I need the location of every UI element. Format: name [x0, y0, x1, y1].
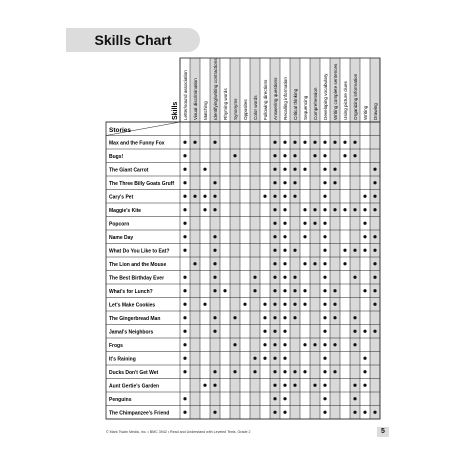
skill-dot: [283, 289, 286, 292]
skill-dot: [333, 168, 336, 171]
skill-dot: [283, 357, 286, 360]
skill-dot: [283, 397, 286, 400]
skill-dot: [353, 411, 356, 414]
skill-dot: [283, 235, 286, 238]
skill-dot: [363, 249, 366, 252]
skill-dot: [183, 222, 186, 225]
skill-header-8: Following directions: [262, 79, 268, 120]
story-name: The Best Birthday Ever: [109, 275, 165, 282]
skill-dot: [323, 397, 326, 400]
skill-dot: [323, 370, 326, 373]
skill-dot: [373, 195, 376, 198]
skill-dot: [283, 249, 286, 252]
skill-dot: [183, 330, 186, 333]
story-name: Name Day: [109, 234, 134, 241]
skill-dot: [263, 195, 266, 198]
skill-dot: [333, 208, 336, 211]
skill-dot: [323, 289, 326, 292]
skill-dot: [233, 154, 236, 157]
skill-dot: [333, 141, 336, 144]
page-number: 5: [377, 427, 389, 437]
skill-dot: [183, 357, 186, 360]
skill-header-6: Opposites: [242, 99, 248, 120]
skill-dot: [203, 384, 206, 387]
skill-dot: [223, 289, 226, 292]
skill-dot: [203, 168, 206, 171]
skill-dot: [273, 168, 276, 171]
skill-dot: [293, 181, 296, 184]
skill-dot: [273, 276, 276, 279]
skill-header-11: Critical thinking: [292, 88, 298, 120]
skill-dot: [283, 370, 286, 373]
skill-dot: [273, 303, 276, 306]
skill-dot: [293, 154, 296, 157]
skill-dot: [363, 195, 366, 198]
story-name: The Chimpanzee's Friend: [109, 410, 170, 417]
skill-dot: [283, 343, 286, 346]
skill-dot: [283, 141, 286, 144]
story-name: What's for Lunch?: [109, 288, 153, 295]
skill-dot: [363, 330, 366, 333]
skill-dot: [293, 141, 296, 144]
skill-dot: [283, 181, 286, 184]
skill-header-3: Identifying/writing contractions: [212, 58, 218, 120]
skill-dot: [273, 330, 276, 333]
skill-dot: [253, 370, 256, 373]
skill-dot: [203, 303, 206, 306]
skill-dot: [373, 235, 376, 238]
skill-dot: [273, 262, 276, 265]
skill-dot: [293, 249, 296, 252]
story-name: The Gingerbread Man: [109, 315, 161, 322]
skill-dot: [313, 222, 316, 225]
skill-dot: [363, 235, 366, 238]
skill-dot: [183, 370, 186, 373]
skill-dot: [323, 168, 326, 171]
skill-dot: [303, 235, 306, 238]
skill-dot: [303, 262, 306, 265]
skill-dot: [273, 208, 276, 211]
skill-dot: [343, 249, 346, 252]
skill-dot: [313, 343, 316, 346]
skill-header-14: Developing vocabulary: [322, 73, 328, 120]
skill-dot: [363, 384, 366, 387]
skill-dot: [323, 141, 326, 144]
skill-dot: [353, 330, 356, 333]
skill-dot: [373, 168, 376, 171]
skill-dot: [253, 276, 256, 279]
skill-dot: [373, 303, 376, 306]
skill-header-0: Letter/sound association: [182, 70, 188, 120]
skill-dot: [203, 208, 206, 211]
skill-dot: [353, 208, 356, 211]
skill-dot: [293, 316, 296, 319]
skill-dot: [283, 195, 286, 198]
skill-dot: [183, 397, 186, 400]
skill-dot: [183, 181, 186, 184]
skill-dot: [183, 235, 186, 238]
skill-dot: [373, 276, 376, 279]
skill-dot: [323, 411, 326, 414]
skill-dot: [353, 384, 356, 387]
skill-header-17: Organizing information: [352, 73, 358, 120]
skill-dot: [283, 222, 286, 225]
skill-dot: [243, 303, 246, 306]
skill-dot: [373, 249, 376, 252]
skill-dot: [273, 195, 276, 198]
skill-dot: [323, 316, 326, 319]
skill-dot: [273, 397, 276, 400]
story-name: What Do You Like to Eat?: [109, 248, 170, 255]
skill-dot: [373, 208, 376, 211]
skill-dot: [213, 316, 216, 319]
skill-dot: [273, 249, 276, 252]
footer-text: © Mark Twain Media, Inc. • BMC 3942 • Read and Understand with Leveled Texts, Grade 2: [106, 430, 251, 434]
story-name: Jamal's Neighbors: [109, 329, 154, 336]
skill-dot: [183, 208, 186, 211]
story-name: Let's Make Cookies: [109, 302, 156, 309]
skill-dot: [323, 181, 326, 184]
skill-dot: [283, 384, 286, 387]
skill-dot: [323, 208, 326, 211]
skill-dot: [233, 343, 236, 346]
skill-dot: [183, 195, 186, 198]
story-name: Maggie's Kite: [109, 207, 142, 214]
skill-dot: [303, 141, 306, 144]
skill-header-1: Visual discrimination: [192, 78, 198, 120]
skill-dot: [323, 195, 326, 198]
skill-dot: [333, 370, 336, 373]
skill-dot: [263, 343, 266, 346]
skill-dot: [213, 235, 216, 238]
skill-dot: [293, 384, 296, 387]
skill-dot: [363, 208, 366, 211]
skill-dot: [213, 208, 216, 211]
skill-dot: [313, 384, 316, 387]
skill-dot: [323, 303, 326, 306]
skill-dot: [343, 208, 346, 211]
skill-dot: [183, 316, 186, 319]
skill-dot: [363, 357, 366, 360]
skill-dot: [333, 303, 336, 306]
skill-dot: [273, 154, 276, 157]
skill-dot: [333, 316, 336, 319]
skill-dot: [293, 289, 296, 292]
skill-dot: [283, 330, 286, 333]
skill-dot: [333, 181, 336, 184]
skill-dot: [303, 370, 306, 373]
skill-dot: [273, 316, 276, 319]
skill-dot: [283, 276, 286, 279]
skill-dot: [293, 370, 296, 373]
skill-dot: [213, 411, 216, 414]
skill-dot: [183, 154, 186, 157]
skill-dot: [273, 222, 276, 225]
story-name: Bugs!: [109, 153, 124, 160]
skill-dot: [303, 208, 306, 211]
story-name: The Lion and the Mouse: [109, 261, 167, 268]
skill-dot: [193, 141, 196, 144]
skill-dot: [213, 276, 216, 279]
story-name: Max and the Funny Fox: [109, 140, 165, 147]
skill-dot: [263, 316, 266, 319]
skill-dot: [263, 357, 266, 360]
skill-dot: [353, 397, 356, 400]
skill-dot: [303, 168, 306, 171]
skill-dot: [263, 303, 266, 306]
skill-dot: [283, 208, 286, 211]
skill-header-19: Drawing: [372, 103, 378, 120]
skill-dot: [363, 411, 366, 414]
skill-header-4: Rhyming words: [222, 88, 228, 120]
skill-dot: [293, 195, 296, 198]
skill-dot: [323, 249, 326, 252]
skill-dot: [323, 330, 326, 333]
skill-dot: [183, 303, 186, 306]
story-name: The Three Billy Goats Gruff: [109, 180, 175, 187]
story-name: Cary's Pet: [109, 194, 134, 201]
skill-dot: [293, 303, 296, 306]
story-name: Frogs: [109, 342, 123, 349]
skill-dot: [273, 289, 276, 292]
skill-dot: [343, 141, 346, 144]
skill-dot: [273, 343, 276, 346]
skill-dot: [293, 168, 296, 171]
skill-dot: [273, 411, 276, 414]
skill-dot: [273, 141, 276, 144]
skill-dot: [273, 384, 276, 387]
skill-dot: [283, 168, 286, 171]
skill-dot: [183, 249, 186, 252]
skill-dot: [293, 276, 296, 279]
skills-header-label: Skills: [172, 101, 179, 120]
skill-header-10: Recalling information: [282, 77, 288, 120]
skill-dot: [373, 330, 376, 333]
skill-dot: [283, 316, 286, 319]
stories-header-label: Stories: [109, 127, 132, 134]
skill-dot: [323, 357, 326, 360]
skill-dot: [253, 289, 256, 292]
skill-dot: [303, 343, 306, 346]
skill-dot: [323, 384, 326, 387]
skill-header-12: Sequencing: [302, 95, 308, 120]
skill-dot: [233, 316, 236, 319]
skill-header-16: Using picture clues: [342, 81, 348, 120]
skill-header-9: Answering questions: [272, 77, 278, 120]
skill-dot: [363, 222, 366, 225]
skill-dot: [213, 370, 216, 373]
skill-dot: [323, 276, 326, 279]
skill-dot: [323, 262, 326, 265]
story-name: The Giant Carrot: [109, 167, 149, 174]
skill-dot: [283, 154, 286, 157]
skill-dot: [183, 289, 186, 292]
skill-dot: [313, 208, 316, 211]
skill-dot: [213, 249, 216, 252]
skill-dot: [303, 289, 306, 292]
skill-dot: [313, 141, 316, 144]
skill-dot: [263, 330, 266, 333]
skill-dot: [323, 154, 326, 157]
skill-dot: [203, 195, 206, 198]
skill-dot: [183, 141, 186, 144]
skill-dot: [183, 411, 186, 414]
skill-dot: [193, 262, 196, 265]
skill-dot: [283, 262, 286, 265]
story-name: Aunt Gertie's Garden: [109, 383, 160, 390]
skill-dot: [323, 222, 326, 225]
skill-header-18: Writing: [362, 105, 368, 120]
skill-dot: [303, 222, 306, 225]
skill-dot: [333, 289, 336, 292]
skill-dot: [213, 262, 216, 265]
skill-dot: [303, 303, 306, 306]
skill-dot: [273, 370, 276, 373]
skill-header-13: Comprehension: [312, 87, 318, 120]
skill-header-7: Color words: [252, 95, 258, 120]
skill-dot: [273, 181, 276, 184]
skill-dot: [183, 343, 186, 346]
story-name: Popcorn: [109, 221, 130, 228]
skill-dot: [373, 181, 376, 184]
skill-header-15: Writing complete sentences: [332, 63, 338, 120]
skill-dot: [373, 289, 376, 292]
skill-dot: [313, 262, 316, 265]
skill-dot: [213, 289, 216, 292]
skill-dot: [353, 141, 356, 144]
skill-dot: [323, 235, 326, 238]
skill-dot: [233, 370, 236, 373]
skill-dot: [373, 411, 376, 414]
skill-dot: [363, 289, 366, 292]
skill-dot: [353, 316, 356, 319]
skill-header-2: Matching: [202, 101, 208, 120]
skill-dot: [213, 141, 216, 144]
story-name: Ducks Don't Get Wet: [109, 369, 159, 376]
skill-dot: [353, 276, 356, 279]
skill-dot: [323, 343, 326, 346]
story-name: Penguins: [109, 396, 132, 403]
skill-dot: [353, 154, 356, 157]
skill-dot: [373, 262, 376, 265]
story-name: It's Raining: [109, 356, 136, 363]
skill-dot: [363, 370, 366, 373]
skill-dot: [273, 357, 276, 360]
skill-dot: [283, 303, 286, 306]
skill-dot: [343, 154, 346, 157]
skill-dot: [353, 249, 356, 252]
skill-header-5: Synonyms: [232, 98, 238, 120]
skill-dot: [283, 411, 286, 414]
skill-dot: [213, 384, 216, 387]
skill-dot: [253, 357, 256, 360]
skill-dot: [273, 235, 276, 238]
skill-dot: [183, 168, 186, 171]
skill-dot: [353, 343, 356, 346]
skill-dot: [213, 330, 216, 333]
skill-dot: [313, 154, 316, 157]
skill-dot: [193, 195, 196, 198]
skill-dot: [213, 181, 216, 184]
skill-dot: [213, 195, 216, 198]
skill-dot: [333, 343, 336, 346]
skill-dot: [343, 262, 346, 265]
skill-dot: [183, 276, 186, 279]
page-title: Skills Chart: [94, 32, 172, 48]
